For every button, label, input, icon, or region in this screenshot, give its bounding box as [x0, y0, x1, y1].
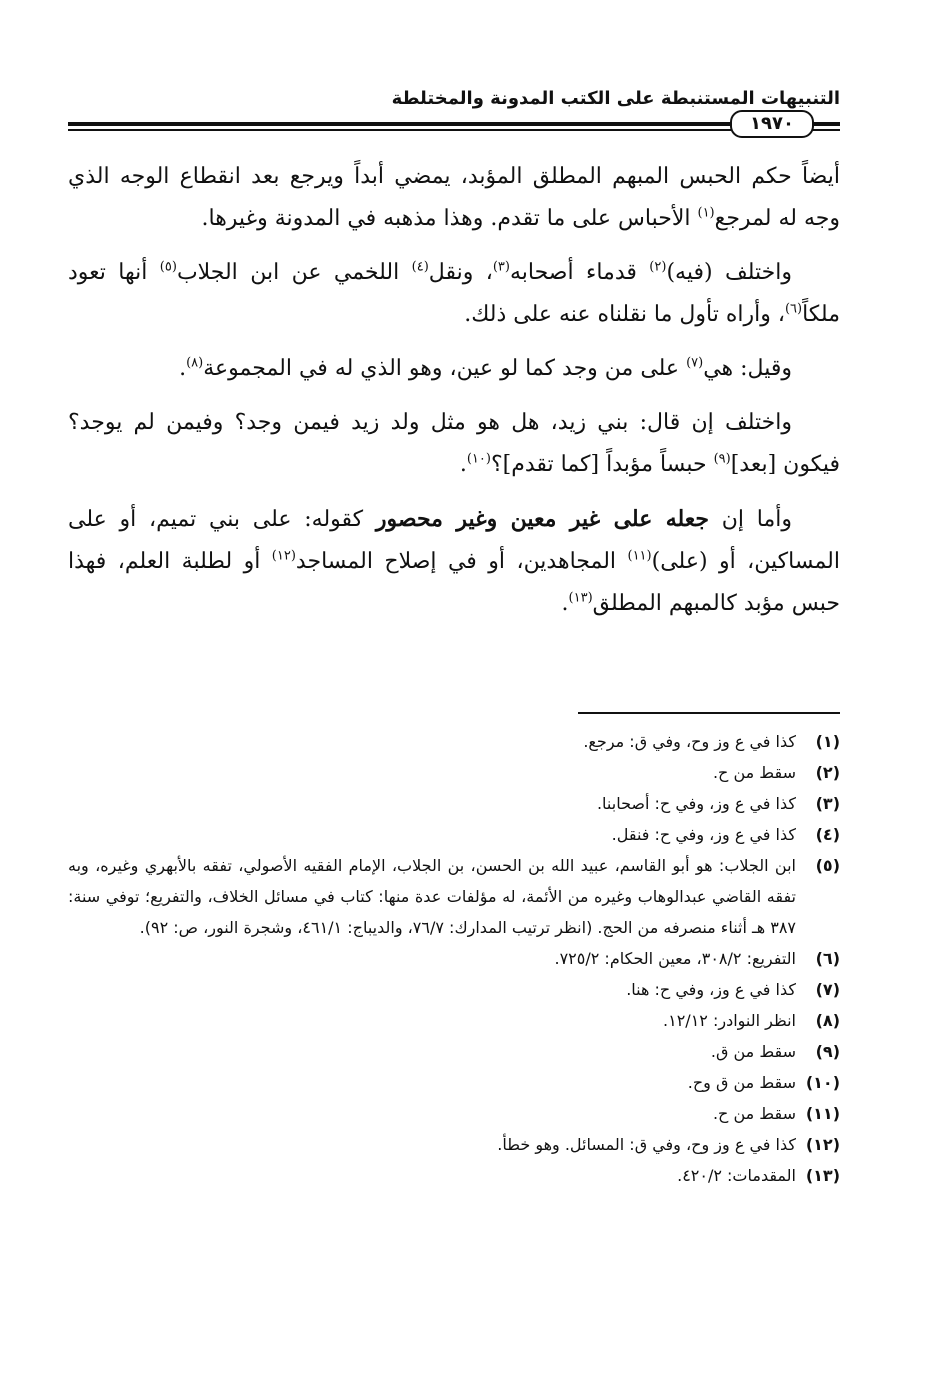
bold-phrase: جعله على غير معين وغير محصور [375, 506, 710, 532]
footnote-text: سقط من ح. [712, 763, 796, 782]
paragraph-5 [68, 498, 840, 625]
footnote-item [68, 757, 840, 788]
footnote-number: (١٠) [805, 1073, 840, 1092]
paragraph-text: كقوله: على بني تميم، أو على المساكين، أو (على) [68, 507, 840, 574]
footnote-item [68, 974, 840, 1005]
footnote-ref: (٨) [186, 355, 204, 371]
main-text [68, 156, 840, 637]
footnote-ref: (١) [697, 205, 715, 221]
paragraph-4 [68, 402, 840, 486]
paragraph-text: حبساً مؤبداً [كما تقدم]؟ [490, 452, 714, 477]
book-page [68, 78, 840, 1318]
paragraph-text: وأما إن [709, 507, 793, 532]
footnote-ref: (٧) [686, 355, 704, 371]
footnote-text: التفريع: ٣٠٨/٢، معين الحكام: ٧٢٥/٢. [554, 949, 796, 968]
footnote-item [68, 1098, 840, 1129]
footnotes-separator [578, 712, 840, 714]
footnote-item [68, 1067, 840, 1098]
paragraph-text: . [459, 452, 467, 477]
footnote-item [68, 1005, 840, 1036]
paragraph-text: الأحباس على ما تقدم. وهذا مذهبه في المدونة وغيرها. [201, 206, 698, 231]
footnote-item [68, 788, 840, 819]
footnote-ref: (٥) [159, 259, 177, 275]
footnote-number: (٦) [815, 949, 840, 968]
footnote-item [68, 943, 840, 974]
page-number: ١٩٧٠ [730, 110, 814, 138]
paragraph-1 [68, 156, 840, 240]
footnote-number: (٣) [815, 794, 840, 813]
header-rule-thick [68, 122, 840, 126]
paragraph-text: أنها تعود ملكاً [68, 260, 840, 327]
footnote-text: كذا في ع وز، وفي ح: هنا. [626, 980, 796, 999]
header-rule-thin [68, 129, 840, 131]
footnote-number: (١٢) [805, 1135, 840, 1154]
footnote-item [68, 1129, 840, 1160]
footnote-number: (٥) [815, 856, 840, 875]
paragraph-text: واختلف إن قال: بني زيد، هل هو مثل ولد زيد فيمن وجد؟ وفيمن لم يوجد؟ فيكون [بعد] [68, 410, 840, 477]
paragraph-text: قدماء أصحابه [509, 260, 650, 285]
footnote-ref: (٩) [713, 451, 731, 467]
footnote-text: سقط من ق. [710, 1042, 796, 1061]
paragraph-text: ، ونقل [428, 260, 493, 285]
paragraph-text: ، وأراه تأول ما نقلناه عنه على ذلك. [464, 302, 785, 327]
footnote-ref: (٦) [784, 301, 803, 317]
footnote-number: (١٣) [805, 1166, 840, 1185]
footnote-ref: (٣) [492, 259, 510, 275]
paragraph-text: اللخمي عن ابن الجلاب [176, 260, 412, 285]
footnote-text: كذا في ع وز وح، وفي ق: المسائل. وهو خطأ. [497, 1135, 796, 1154]
paragraph-text: . [561, 591, 569, 616]
footnote-text: كذا في ع وز وح، وفي ق: مرجع. [583, 732, 796, 751]
footnote-text: المقدمات: ٤٢٠/٢. [677, 1166, 796, 1185]
footnote-text: سقط من ح. [712, 1104, 796, 1123]
footnote-number: (٧) [815, 980, 840, 999]
paragraph-3 [68, 348, 840, 390]
footnote-number: (٢) [815, 763, 840, 782]
paragraph-text: المجاهدين، أو في إصلاح المساجد [295, 549, 628, 574]
footnote-number: (٤) [815, 825, 840, 844]
paragraph-text: . [179, 356, 187, 381]
footnote-text: ابن الجلاب: هو أبو القاسم، عبيد الله بن الحسن، بن الجلاب، الإمام الفقيه الأصولي، تفقه بالأبهري وغيره، وبه تفقه القاضي عبدالوهاب وغيره من الأئمة، له مؤلفات عدة منها: كتاب في مسائل الخلاف، والتفريع؛ توفي سنة: ٣٨٧ هـ أثناء منصرفه من الحج. (انظر ترتيب المدارك: ٧٦/٧، والديباج: ٤٦١/١، وشجرة النور، ص: ٩٢). [68, 856, 796, 937]
footnote-ref: (٤) [411, 259, 429, 275]
running-title: التنبيهات المستنبطة على الكتب المدونة والمختلطة [391, 88, 840, 109]
footnote-item [68, 1036, 840, 1067]
footnote-text: سقط من ق وح. [687, 1073, 796, 1092]
footnote-number: (١١) [805, 1104, 840, 1123]
footnote-text: انظر النوادر: ١٢/١٢. [663, 1011, 796, 1030]
footnote-item [68, 726, 840, 757]
footnote-number: (١) [815, 732, 840, 751]
paragraph-text: واختلف (فيه) [666, 260, 792, 285]
footnote-ref: (١٣) [568, 590, 593, 606]
footnote-ref: (١٠) [466, 451, 491, 467]
footnote-number: (٨) [815, 1011, 840, 1030]
paragraph-2 [68, 252, 840, 336]
footnote-ref: (١١) [627, 548, 652, 564]
footnote-ref: (١٢) [271, 548, 296, 564]
footnote-ref: (٢) [649, 259, 667, 275]
footnote-number: (٩) [815, 1042, 840, 1061]
footnote-item [68, 1160, 840, 1191]
paragraph-text: على من وجد كما لو عين، وهو الذي له في المجموعة [203, 356, 687, 381]
header-rule [68, 118, 840, 138]
footnotes [68, 726, 840, 1191]
footnote-item [68, 819, 840, 850]
paragraph-text: أيضاً حكم الحبس المبهم المطلق المؤبد، يمضي أبداً ويرجع بعد انقطاع الوجه الذي وجه له لمرجع [68, 164, 840, 231]
footnote-text: كذا في ع وز، وفي ح: أصحابنا. [596, 794, 796, 813]
footnote-item [68, 850, 840, 943]
paragraph-text: أو لطلبة العلم، فهذا حبس مؤبد كالمبهم المطلق [68, 549, 840, 616]
paragraph-text: وقيل: هي [703, 356, 792, 381]
footnote-text: كذا في ع وز، وفي ح: فنقل. [611, 825, 796, 844]
